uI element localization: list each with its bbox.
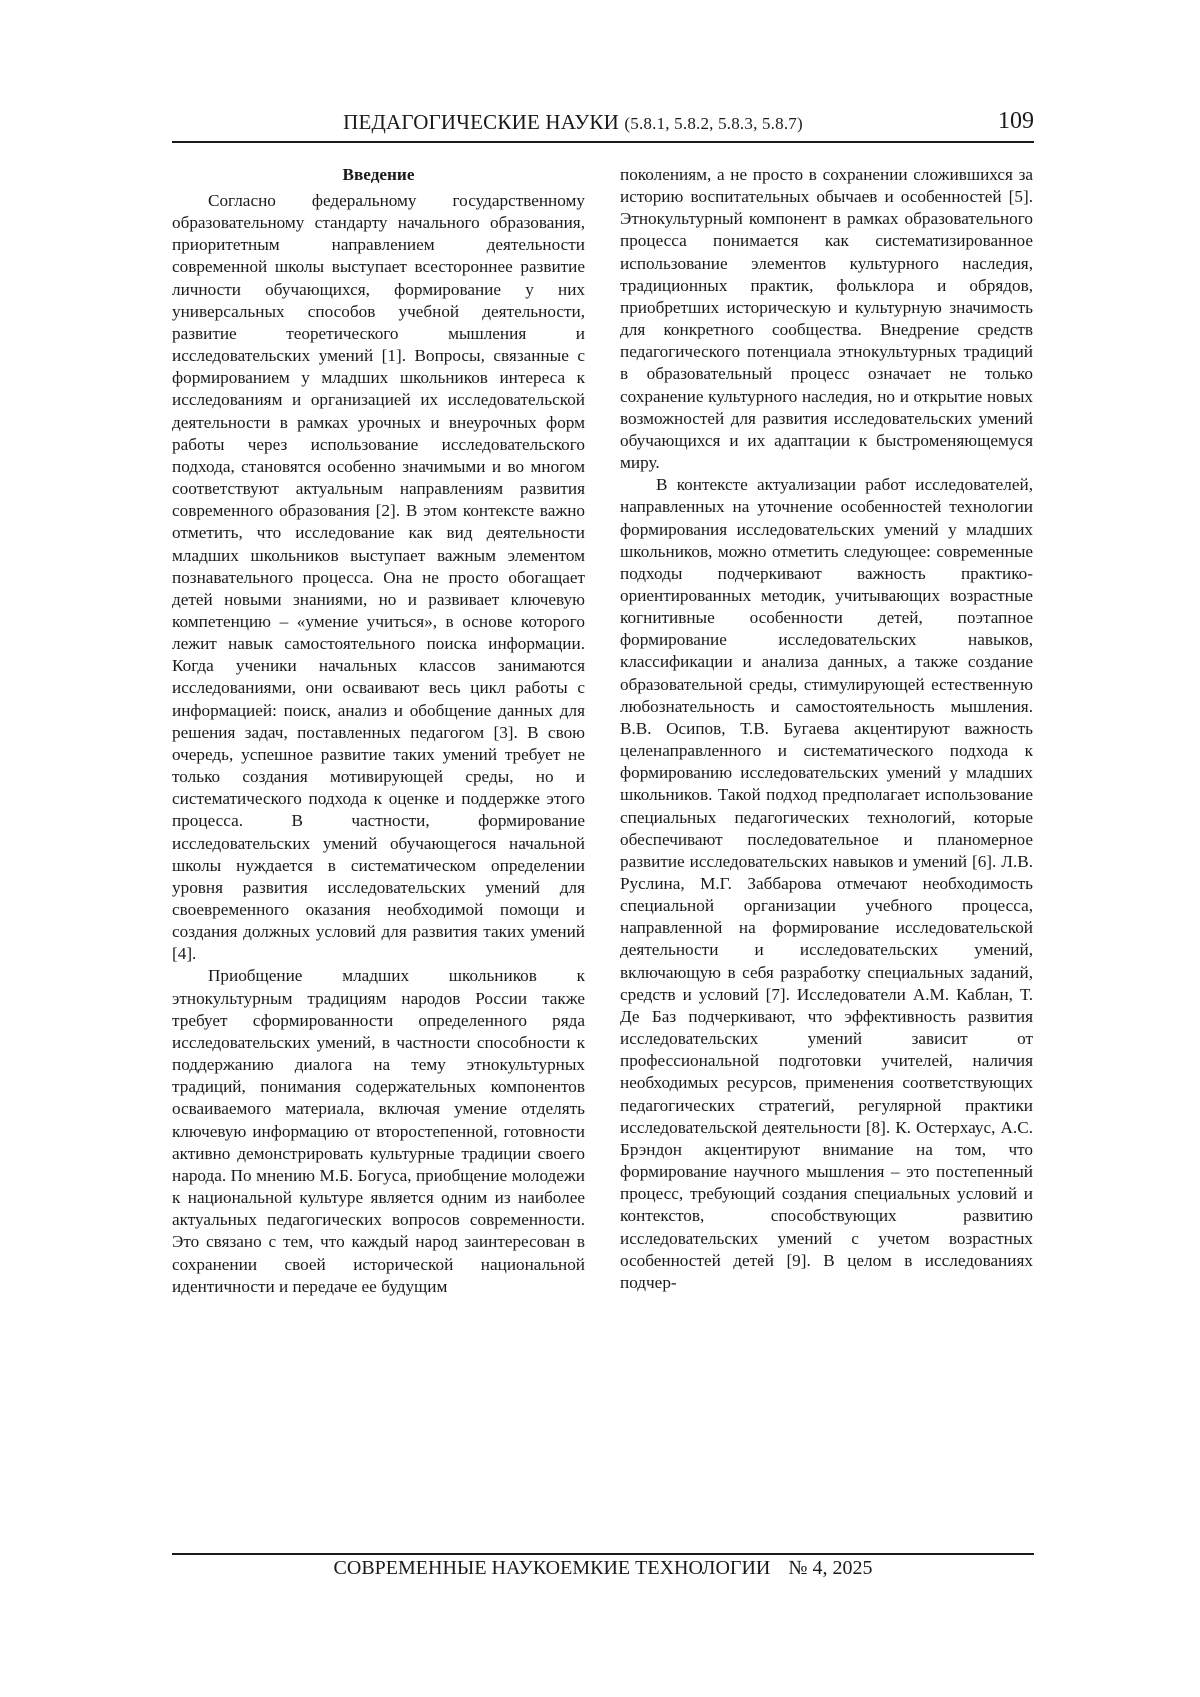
header-divider: [172, 141, 1034, 143]
paragraph: Приобщение младших школьников к этнокультурным традициям народов России также требует сформированности определенного ряда исследовательских умений, в частности способности к поддержанию диалога на тему этнокультурных традиций, понимания содержательных компонентов осваиваемого материала, включая умение отделять ключевую информацию от второстепенной, готовности активно демонстрировать культурные традиции своего народа. По мнению М.Б. Богуса, приобщение молодежи к национальной культуре является одним из наиболее актуальных педагогических вопросов современности. Это связано с тем, что каждый народ заинтересован в сохранении своей исторической национальной идентичности и передаче ее будущим: [172, 966, 585, 1296]
paragraph: Согласно федеральному государственному образовательному стандарту начального образования, приоритетным направлением деятельности современной школы выступает всестороннее развитие личности обучающихся, формирование у них универсальных способов учебной деятельности, развитие теоретического мышления и исследовательских умений [1]. Вопросы, связанные с формированием у младших школьников интереса к исследованиям и организацией их исследовательской деятельности в рамках урочных и внеурочных форм работы через использование исследовательского подхода, становятся особенно значимыми и во многом соответствуют актуальным направлениям развития современного образования [2]. В этом контексте важно отметить, что исследование как вид деятельности младших школьников выступает важным элементом познавательного процесса. Она не просто обогащает детей новыми знаниями, но и развивает ключевую компетенцию – «умение учиться», в основе которого лежит навык самостоятельного поиска информации. Когда ученики начальных классов занимаются исследованиями, они осваивают весь цикл работы с информацией: поиск, анализ и обобщение данных для решения задач, поставленных педагогом [3]. В свою очередь, успешное развитие таких умений требует не только создания мотивирующей среды, но и систематического подхода к оценке и поддержке этого процесса. В частности, формирование исследовательских умений обучающегося начальной школы нуждается в систематическом определении уровня развития исследовательских умений для своевременного оказания необходимой помощи и создания должных условий для развития таких умений [4].: [172, 191, 585, 964]
running-header: [172, 108, 1034, 140]
left-column: [172, 164, 585, 1298]
specialty-codes: (5.8.1, 5.8.2, 5.8.3, 5.8.7): [624, 114, 803, 133]
paragraph-continued: поколениям, а не просто в сохранении сложившихся за историю воспитательных обычаев и особенностей [5]. Этнокультурный компонент в рамках образовательного процесса понимается как систематизированное использование элементов культурного наследия, традиционных практик, фольклора и обрядов, приобретших историческую и культурную значимость для конкретного сообщества. Внедрение средств педагогического потенциала этнокультурных традиций в образовательный процесс означает не только сохранение культурного наследия, но и открытие новых возможностей для развития исследовательских умений обучающихся и их адаптации к быстроменяющемуся миру.: [620, 165, 1033, 473]
section-heading: Введение: [342, 165, 415, 184]
footer-divider: [172, 1553, 1034, 1555]
section-name: ПЕДАГОГИЧЕСКИЕ НАУКИ: [343, 110, 619, 134]
running-footer: [172, 1557, 1034, 1580]
page-number: 109: [998, 108, 1034, 134]
paragraph: В контексте актуализации работ исследователей, направленных на уточнение особенностей технологии формирования исследовательских умений у младших школьников, можно отметить следующее: современные подходы подчеркивают важность практико-ориентированных методик, учитывающих возрастные когнитивные особенности детей, поэтапное формирование исследовательских навыков, классификации и анализа данных, а также создание образовательной среды, стимулирующей естественную любознательность и самостоятельность мышления. В.В. Осипов, Т.В. Бугаева акцентируют важность целенаправленного и систематического подхода к формированию исследовательских умений у младших школьников. Такой подход предполагает использование специальных педагогических технологий, которые обеспечивают последовательное и планомерное развитие исследовательских навыков и умений [6]. Л.В. Руслина, М.Г. Заббарова отмечают необходимость специальной организации учебного процесса, направленной на формирование исследовательской деятельности и исследовательских умений, включающую в себя разработку специальных заданий, средств и условий [7]. Исследователи А.М. Каблан, Т. Де Баз подчеркивают, что эффективность развития исследовательских умений зависит от профессиональной подготовки учителей, наличия необходимых ресурсов, применения соответствующих педагогических стратегий, регулярной практики исследовательской деятельности [8]. К. Остерхаус, А.С. Брэндон акцентируют внимание на том, что формирование научного мышления – это постепенный процесс, требующий создания специальных условий и контекстов, способствующих развитию исследовательских умений с учетом возрастных особенностей детей [9]. В целом в исследованиях подчер-: [620, 475, 1033, 1292]
issue-number: № 4, 2025: [788, 1557, 873, 1579]
journal-name: СОВРЕМЕННЫЕ НАУКОЕМКИЕ ТЕХНОЛОГИИ: [333, 1557, 771, 1579]
right-column: [620, 164, 1033, 1294]
section-title: [172, 110, 974, 135]
